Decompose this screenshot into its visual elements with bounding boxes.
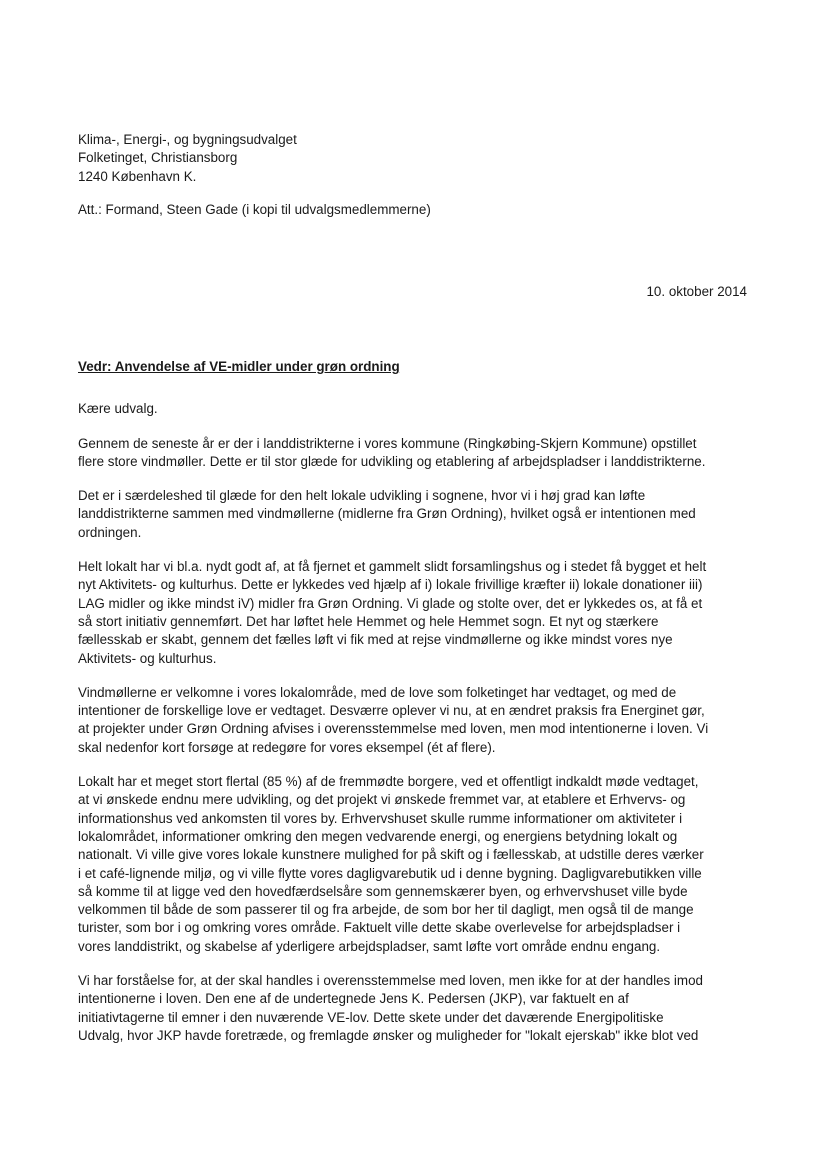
paragraph-line: Aktivitets- og kulturhus. <box>78 650 217 666</box>
paragraph-line: ordningen. <box>78 524 142 540</box>
letter-body <box>78 358 750 1061</box>
paragraph-line: så stort initiativ gennemført. Det har løftet hele Hemmet og hele Hemmet sogn. Et nyt og stærkere <box>78 613 659 629</box>
recipient-line: Folketinget, Christiansborg <box>78 150 238 166</box>
recipient-address <box>78 131 738 186</box>
paragraph-line: lokalområdet, informationer omkring den megen vedvarende energi, og energiens betydning lokalt og <box>78 828 678 844</box>
attention-line: Att.: Formand, Steen Gade (i kopi til udvalgsmedlemmerne) <box>78 202 431 217</box>
paragraph-line: skal nedenfor kort forsøge at redegøre for vores eksempel (ét af flere). <box>78 739 496 755</box>
paragraph-line: Vi har forståelse for, at der skal handles i overensstemmelse med loven, men ikke for at der handles imod <box>78 973 703 989</box>
paragraph-line: fællesskab er skabt, gennem det fælles løft vi fik med at rejse vindmøllerne og ikke mindst vores nye <box>78 632 673 648</box>
paragraph-line: flere store vindmøller. Dette er til stor glæde for udvikling og etablering af arbejdspladser i landdistrikterne. <box>78 453 706 469</box>
body-paragraph <box>78 773 750 956</box>
paragraph-line: Vindmøllerne er velkomne i vores lokalområde, med de love som folketinget har vedtaget, og med de <box>78 684 677 700</box>
paragraph-line: at projekter under Grøn Ordning afvises i overensstemmelse med loven, men mod intentionerne i loven. Vi <box>78 721 709 737</box>
body-paragraph <box>78 972 750 1045</box>
paragraph-line: Gennem de seneste år er der i landdistrikterne i vores kommune (Ringkøbing-Skjern Kommune) opstillet <box>78 435 697 451</box>
recipient-line: Klima-, Energi-, og bygningsudvalget <box>78 132 297 147</box>
subject-line: Vedr: Anvendelse af VE-midler under grøn ordning <box>78 359 400 374</box>
letter-date: 10. oktober 2014 <box>646 284 747 299</box>
paragraph-line: intentioner de forskellige love er vedtaget. Desværre oplever vi nu, at en ændret praksis fra Energinet gør, <box>78 703 705 719</box>
paragraph-line: nationalt. Vi ville give vores lokale kunstnere mulighed for på skift og i fællesskab, at udstille deres værker <box>78 847 704 863</box>
paragraph-line: Lokalt har et meget stort flertal (85 %) af de fremmødte borgere, ved et offentligt indkaldt møde vedtaget, <box>78 774 699 790</box>
paragraph-line: LAG midler og ikke mindst iV) midler fra Grøn Ordning. Vi glade og stolte over, det er lykkedes os, at få et <box>78 595 703 611</box>
body-paragraph <box>78 435 750 472</box>
paragraph-line: initiativtagerne til emner i den nuværende VE-lov. Dette skete under det daværende Energipolitiske <box>78 1009 664 1025</box>
paragraph-line: vores landdistrikt, og skabelse af yderligere arbejdspladser, samt løfte vort område endnu engang. <box>78 938 661 954</box>
paragraph-line: informationshus ved ankomsten til vores by. Erhvervshuset skulle rumme informationer om aktiviteter i <box>78 810 683 826</box>
paragraph-line: så komme til at ligge ved den hovedfærdselsåre som gennemskærer byen, og erhvervshuset ville byde <box>78 883 688 899</box>
paragraph-line: at vi ønskede endnu mere udvikling, og det projekt vi ønskede fremmet var, at etablere et Erhvervs- og <box>78 792 686 808</box>
body-paragraph <box>78 558 750 668</box>
paragraph-line: velkommen til både de som passerer til og fra arbejde, de som bor her til dagligt, men også til de mange <box>78 902 694 918</box>
paragraph-line: intentionerne i loven. Den ene af de undertegnede Jens K. Pedersen (JKP), var faktuelt en af <box>78 991 629 1007</box>
salutation: Kære udvalg. <box>78 401 158 417</box>
paragraph-line: i et café-lignende miljø, og vi ville flytte vores dagligvarebutik ud i denne bygning. Dagligvarebutikken ville <box>78 865 702 881</box>
paragraph-line: Udvalg, hvor JKP havde foretræde, og fremlagde ønsker og muligheder for "lokalt ejerskab" ikke blot ved <box>78 1027 699 1043</box>
paragraphs <box>78 435 750 1046</box>
paragraph-line: landdistrikterne sammen med vindmøllerne (midlerne fra Grøn Ordning), hvilket også er intentionen med <box>78 506 696 522</box>
recipient-line: 1240 København K. <box>78 168 197 184</box>
body-paragraph <box>78 684 750 757</box>
body-paragraph <box>78 487 750 542</box>
paragraph-line: Helt lokalt har vi bl.a. nydt godt af, at få fjernet et gammelt slidt forsamlingshus og i stedet få bygget et helt <box>78 559 707 575</box>
paragraph-line: nyt Aktivitets- og kulturhus. Dette er lykkedes ved hjælp af i) lokale frivillige kræfter ii) lokale donationer iii) <box>78 577 703 593</box>
paragraph-line: turister, som bor i og omkring vores område. Faktuelt ville dette skabe overlevelse for arbejdspladser i <box>78 920 681 936</box>
paragraph-line: Det er i særdeleshed til glæde for den helt lokale udvikling i sognene, hvor vi i høj grad kan løfte <box>78 488 646 504</box>
